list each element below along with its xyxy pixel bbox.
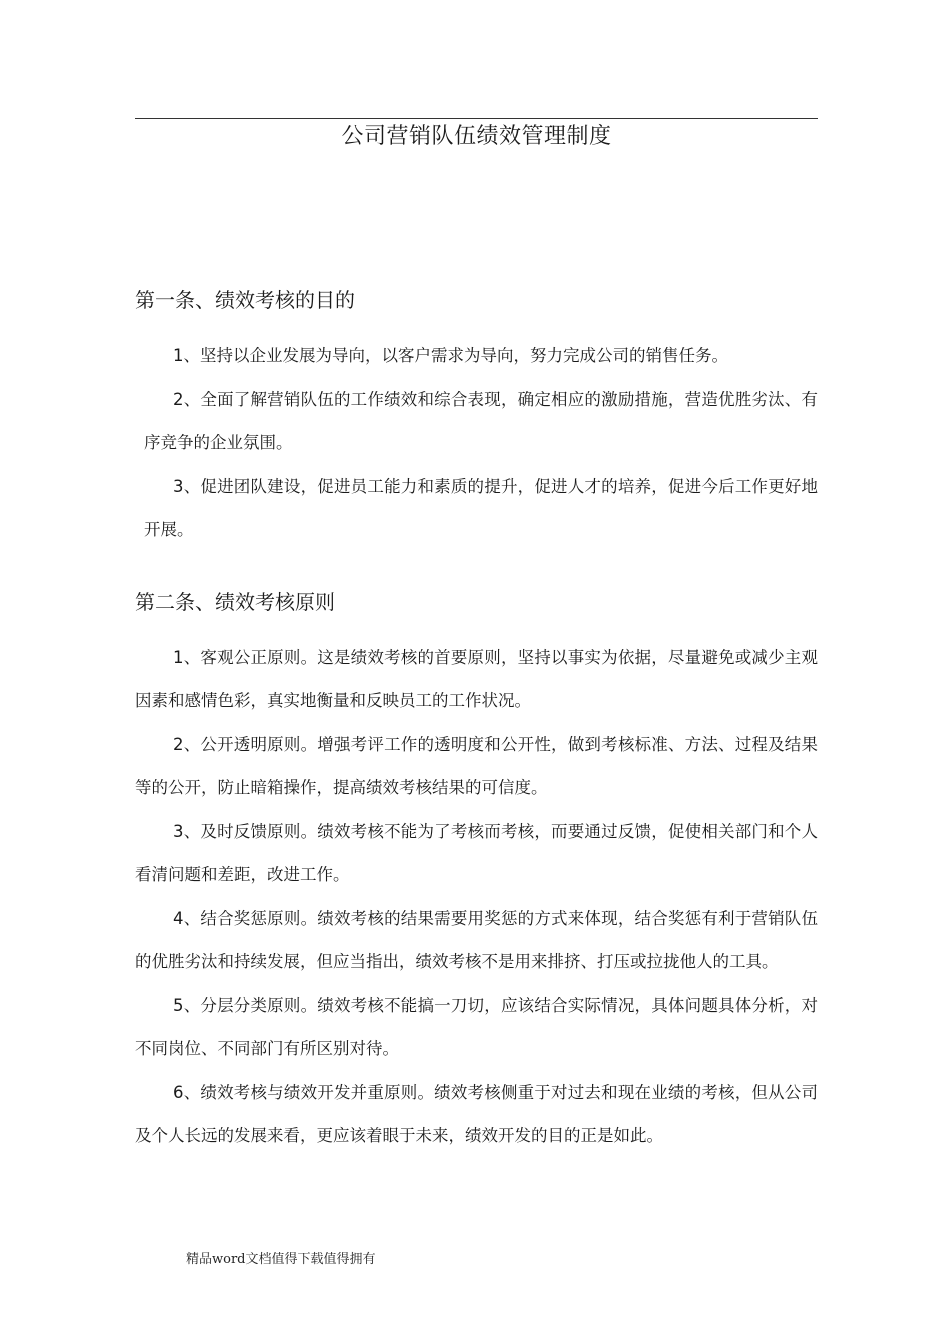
footer-note: 精品word文档值得下载值得拥有 (186, 1252, 376, 1267)
section-purpose (135, 284, 818, 552)
paragraph: 3、及时反馈原则。绩效考核不能为了考核而考核，而要通过反馈，促使相关部门和个人看清问题和差距，改进工作。 (135, 821, 818, 884)
document-body (135, 284, 818, 1192)
header-rule (135, 118, 818, 119)
paragraph: 2、公开透明原则。增强考评工作的透明度和公开性，做到考核标准、方法、过程及结果等的公开，防止暗箱操作，提高绩效考核结果的可信度。 (135, 734, 818, 797)
paragraph: 6、绩效考核与绩效开发并重原则。绩效考核侧重于对过去和现在业绩的考核，但从公司及个人长远的发展来看，更应该着眼于未来，绩效开发的目的正是如此。 (135, 1082, 818, 1145)
section-heading: 第一条、绩效考核的目的 (135, 288, 355, 312)
paragraph: 1、客观公正原则。这是绩效考核的首要原则，坚持以事实为依据，尽量避免或减少主观因素和感情色彩，真实地衡量和反映员工的工作状况。 (135, 647, 818, 710)
document-title: 公司营销队伍绩效管理制度 (341, 124, 612, 149)
paragraph: 1、坚持以企业发展为导向，以客户需求为导向，努力完成公司的销售任务。 (173, 346, 728, 365)
section-principles (135, 586, 818, 1158)
paragraph: 2、全面了解营销队伍的工作绩效和综合表现，确定相应的激励措施，营造优胜劣汰、有序竞争的企业氛围。 (144, 389, 818, 452)
paragraph: 3、促进团队建设，促进员工能力和素质的提升，促进人才的培养，促进今后工作更好地开展。 (144, 476, 818, 539)
paragraph: 5、分层分类原则。绩效考核不能搞一刀切，应该结合实际情况，具体问题具体分析，对不同岗位、不同部门有所区别对待。 (135, 995, 818, 1058)
paragraph: 4、结合奖惩原则。绩效考核的结果需要用奖惩的方式来体现，结合奖惩有利于营销队伍的优胜劣汰和持续发展，但应当指出，绩效考核不是用来排挤、打压或拉拢他人的工具。 (135, 908, 818, 971)
section-heading: 第二条、绩效考核原则 (135, 589, 335, 614)
